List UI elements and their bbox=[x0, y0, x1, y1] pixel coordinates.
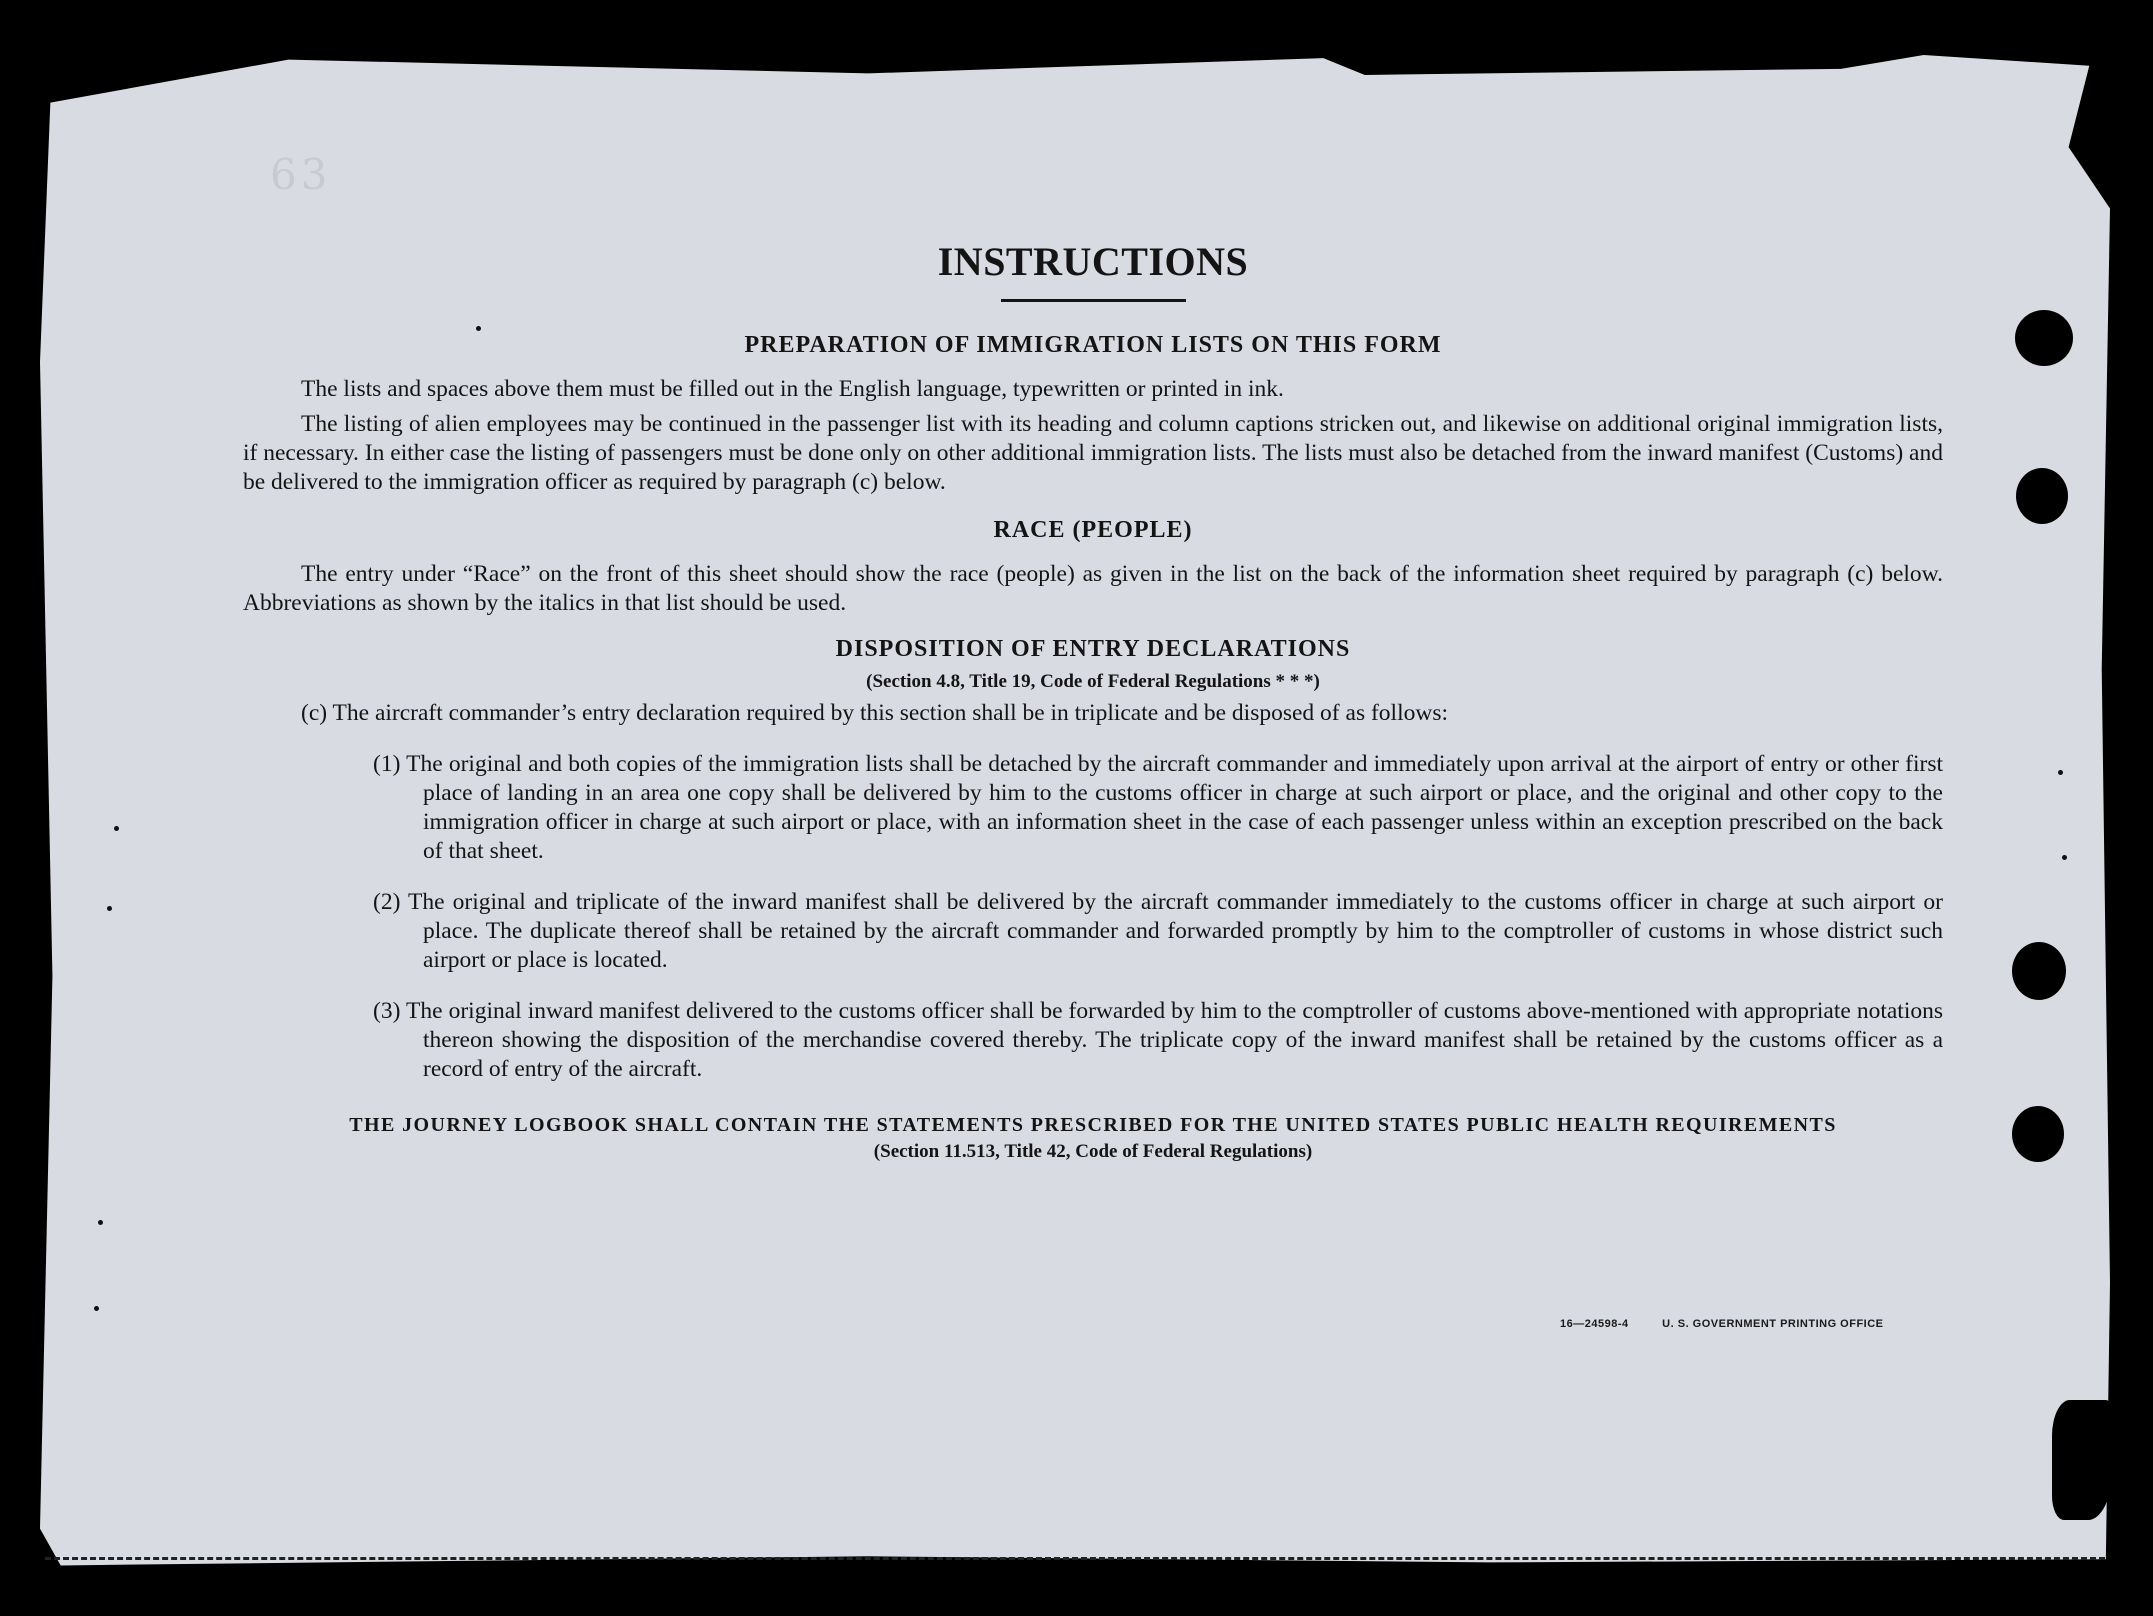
paragraph-preparation-1: The lists and spaces above them must be filled out in the English language, typewritten or printed in ink. bbox=[301, 376, 1284, 402]
form-code: 16—24598-4 bbox=[1560, 1318, 1629, 1330]
title-rule bbox=[1001, 299, 1186, 302]
printer-credit: U. S. GOVERNMENT PRINTING OFFICE bbox=[1662, 1318, 1884, 1330]
ghost-page-number: 63 bbox=[270, 150, 332, 199]
list-item-1: (1) The original and both copies of the immigration lists shall be detached by the aircraft commander and immediately upon arrival at the airport of entry or other first place of landing in an area one copy shall be delivered by him to the customs officer in charge at such airport or place, and the original and other copy to the immigration officer in charge at such airport or place, with an information sheet in the case of each passenger unless within an exception prescribed on the back of that sheet. bbox=[373, 751, 1943, 864]
section-subheading-health: (Section 11.513, Title 42, Code of Federal Regulations) bbox=[873, 1141, 1313, 1162]
speck bbox=[107, 906, 112, 911]
punch-hole bbox=[2016, 468, 2068, 524]
section-heading-disposition: DISPOSITION OF ENTRY DECLARATIONS bbox=[835, 636, 1351, 662]
section-heading-race: RACE (PEOPLE) bbox=[993, 517, 1193, 543]
speck bbox=[2062, 855, 2067, 860]
list-item-3: (3) The original inward manifest delivered to the customs officer shall be forwarded by him to the comptroller of customs above-mentioned with appropriate notations thereon showing the disposition of the merchandise covered thereby. The triplicate copy of the inward manifest shall be retained by the customs officer as a record of entry of the aircraft. bbox=[373, 998, 1943, 1082]
speck bbox=[114, 826, 119, 831]
section-heading-health: THE JOURNEY LOGBOOK SHALL CONTAIN THE STATEMENTS PRESCRIBED FOR THE UNITED STATES PUBLIC HEALTH REQUIREMENTS bbox=[349, 1114, 1837, 1136]
instructions-content bbox=[243, 238, 1943, 1163]
list-item-2: (2) The original and triplicate of the inward manifest shall be delivered by the aircraft commander immediately to the customs officer in charge at such airport or place. The duplicate thereof shall be retained by the aircraft commander and forwarded promptly by him to the comptroller of customs in whose district such airport or place is located. bbox=[373, 889, 1943, 973]
speck bbox=[2058, 770, 2063, 775]
section-heading-preparation: PREPARATION OF IMMIGRATION LISTS ON THIS FORM bbox=[744, 332, 1442, 358]
speck bbox=[94, 1306, 99, 1311]
punch-hole bbox=[2052, 1400, 2112, 1520]
paragraph-race: The entry under “Race” on the front of this sheet should show the race (people) as given in the list on the back of the information sheet required by paragraph (c) below. Abbreviations as shown by the italics in that list should be used. bbox=[243, 561, 1943, 616]
footer-print-line bbox=[1560, 1318, 1914, 1330]
speck bbox=[98, 1220, 103, 1225]
paragraph-preparation-2: The listing of alien employees may be continued in the passenger list with its heading and column captions stricken out, and likewise on additional original immigration lists, if necessary. In either case the listing of passengers must be done only on other additional immigration lists. The lists must also be detached from the inward manifest (Customs) and be delivered to the immigration officer as required by paragraph (c) below. bbox=[243, 411, 1943, 495]
punch-hole bbox=[2012, 1106, 2064, 1162]
perforation-line bbox=[45, 1557, 2105, 1560]
section-subheading-disposition: (Section 4.8, Title 19, Code of Federal Regulations * * *) bbox=[866, 671, 1320, 692]
page-title: INSTRUCTIONS bbox=[937, 239, 1249, 284]
punch-hole bbox=[2015, 310, 2073, 366]
punch-hole bbox=[2012, 942, 2066, 1000]
paragraph-disposition-lead: (c) The aircraft commander’s entry declaration required by this section shall be in triplicate and be disposed of as follows: bbox=[301, 700, 1448, 726]
